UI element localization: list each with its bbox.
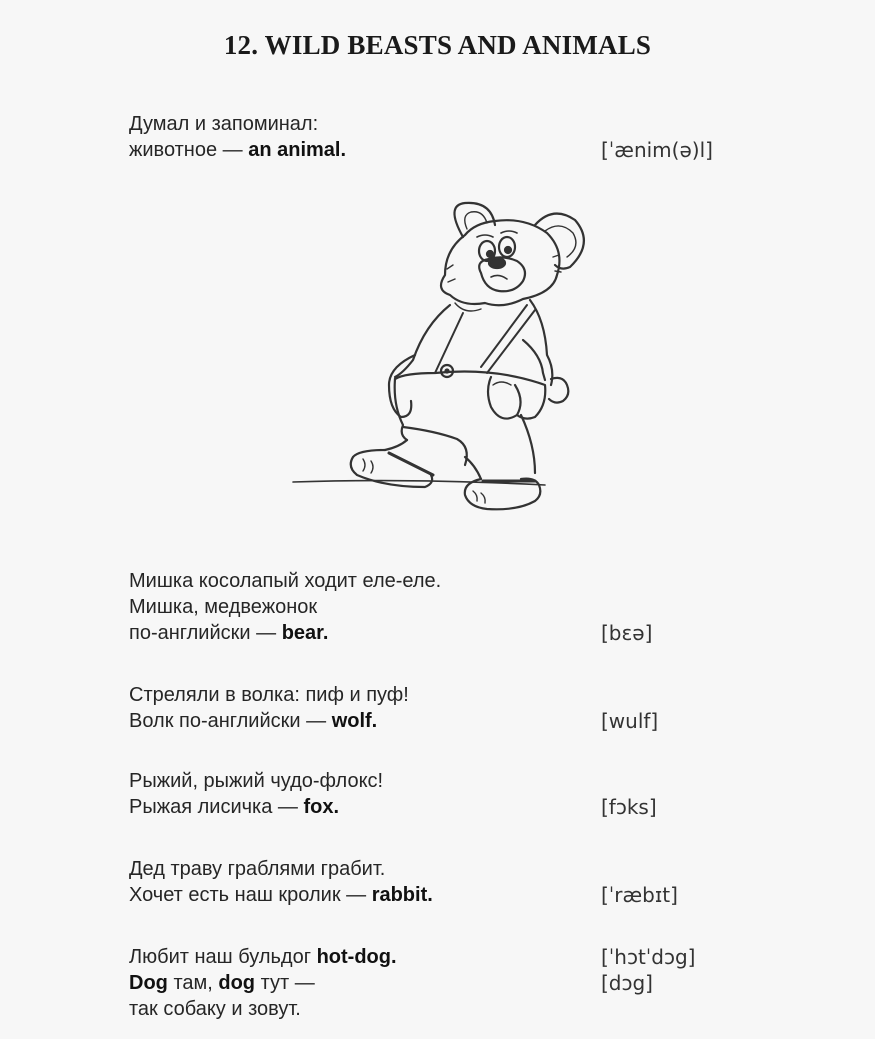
page-title: 12. WILD BEASTS AND ANIMALS [223, 30, 652, 60]
transcription: [fɔks] [601, 795, 657, 819]
english-word: fox. [303, 796, 340, 818]
line-text: тут — [255, 972, 315, 994]
transcription: [bɛə] [601, 621, 653, 645]
verse-line [129, 856, 385, 882]
line-text: Волк по-английски — [129, 710, 332, 732]
line-text: Мишка, медвежонок [129, 596, 318, 618]
line-text: по-английски — [129, 622, 282, 644]
verse-line [129, 708, 377, 734]
line-text: Дед траву граблями грабит. [129, 858, 386, 880]
english-word: an animal. [248, 139, 347, 161]
transcription: [ˈhɔtˈdɔg] [601, 945, 696, 969]
verse-line [129, 620, 328, 646]
line-text: Хочет есть наш кролик — [129, 884, 372, 906]
english-word: hot-dog. [316, 946, 397, 968]
line-text: Стреляли в волка: пиф и пуф! [129, 684, 409, 706]
line-text: Любит наш бульдог [129, 946, 317, 968]
transcription: [ˈænim(ə)l] [601, 138, 713, 162]
bear-illustration [285, 195, 595, 525]
line-text: Думал и запоминал: [129, 113, 319, 135]
english-word: dog [218, 972, 256, 994]
english-word: rabbit. [371, 884, 433, 906]
english-word: wolf. [331, 710, 378, 732]
verse-line [129, 594, 317, 620]
transcription: [ˈræbɪt] [601, 883, 678, 907]
line-text: там, [167, 972, 219, 994]
verse-line [129, 944, 397, 970]
verse-line [129, 137, 346, 163]
english-word: Dog [129, 972, 168, 994]
line-text: Мишка косолапый ходит еле-еле. [129, 570, 442, 592]
verse-line [129, 768, 383, 794]
line-text: так собаку и зовут. [129, 998, 301, 1020]
verse-line [129, 882, 433, 908]
line-text: Рыжий, рыжий чудо-флокс! [129, 770, 384, 792]
verse-line [129, 682, 409, 708]
line-text: животное — [129, 139, 249, 161]
transcription: [wulf] [601, 709, 659, 733]
line-text: Рыжая лисичка — [129, 796, 304, 818]
verse-line [129, 970, 315, 996]
verse-line [129, 111, 318, 137]
verse-line [129, 794, 339, 820]
transcription: [dɔg] [601, 971, 653, 995]
verse-line [129, 996, 301, 1022]
english-word: bear. [281, 622, 329, 644]
verse-line [129, 568, 441, 594]
